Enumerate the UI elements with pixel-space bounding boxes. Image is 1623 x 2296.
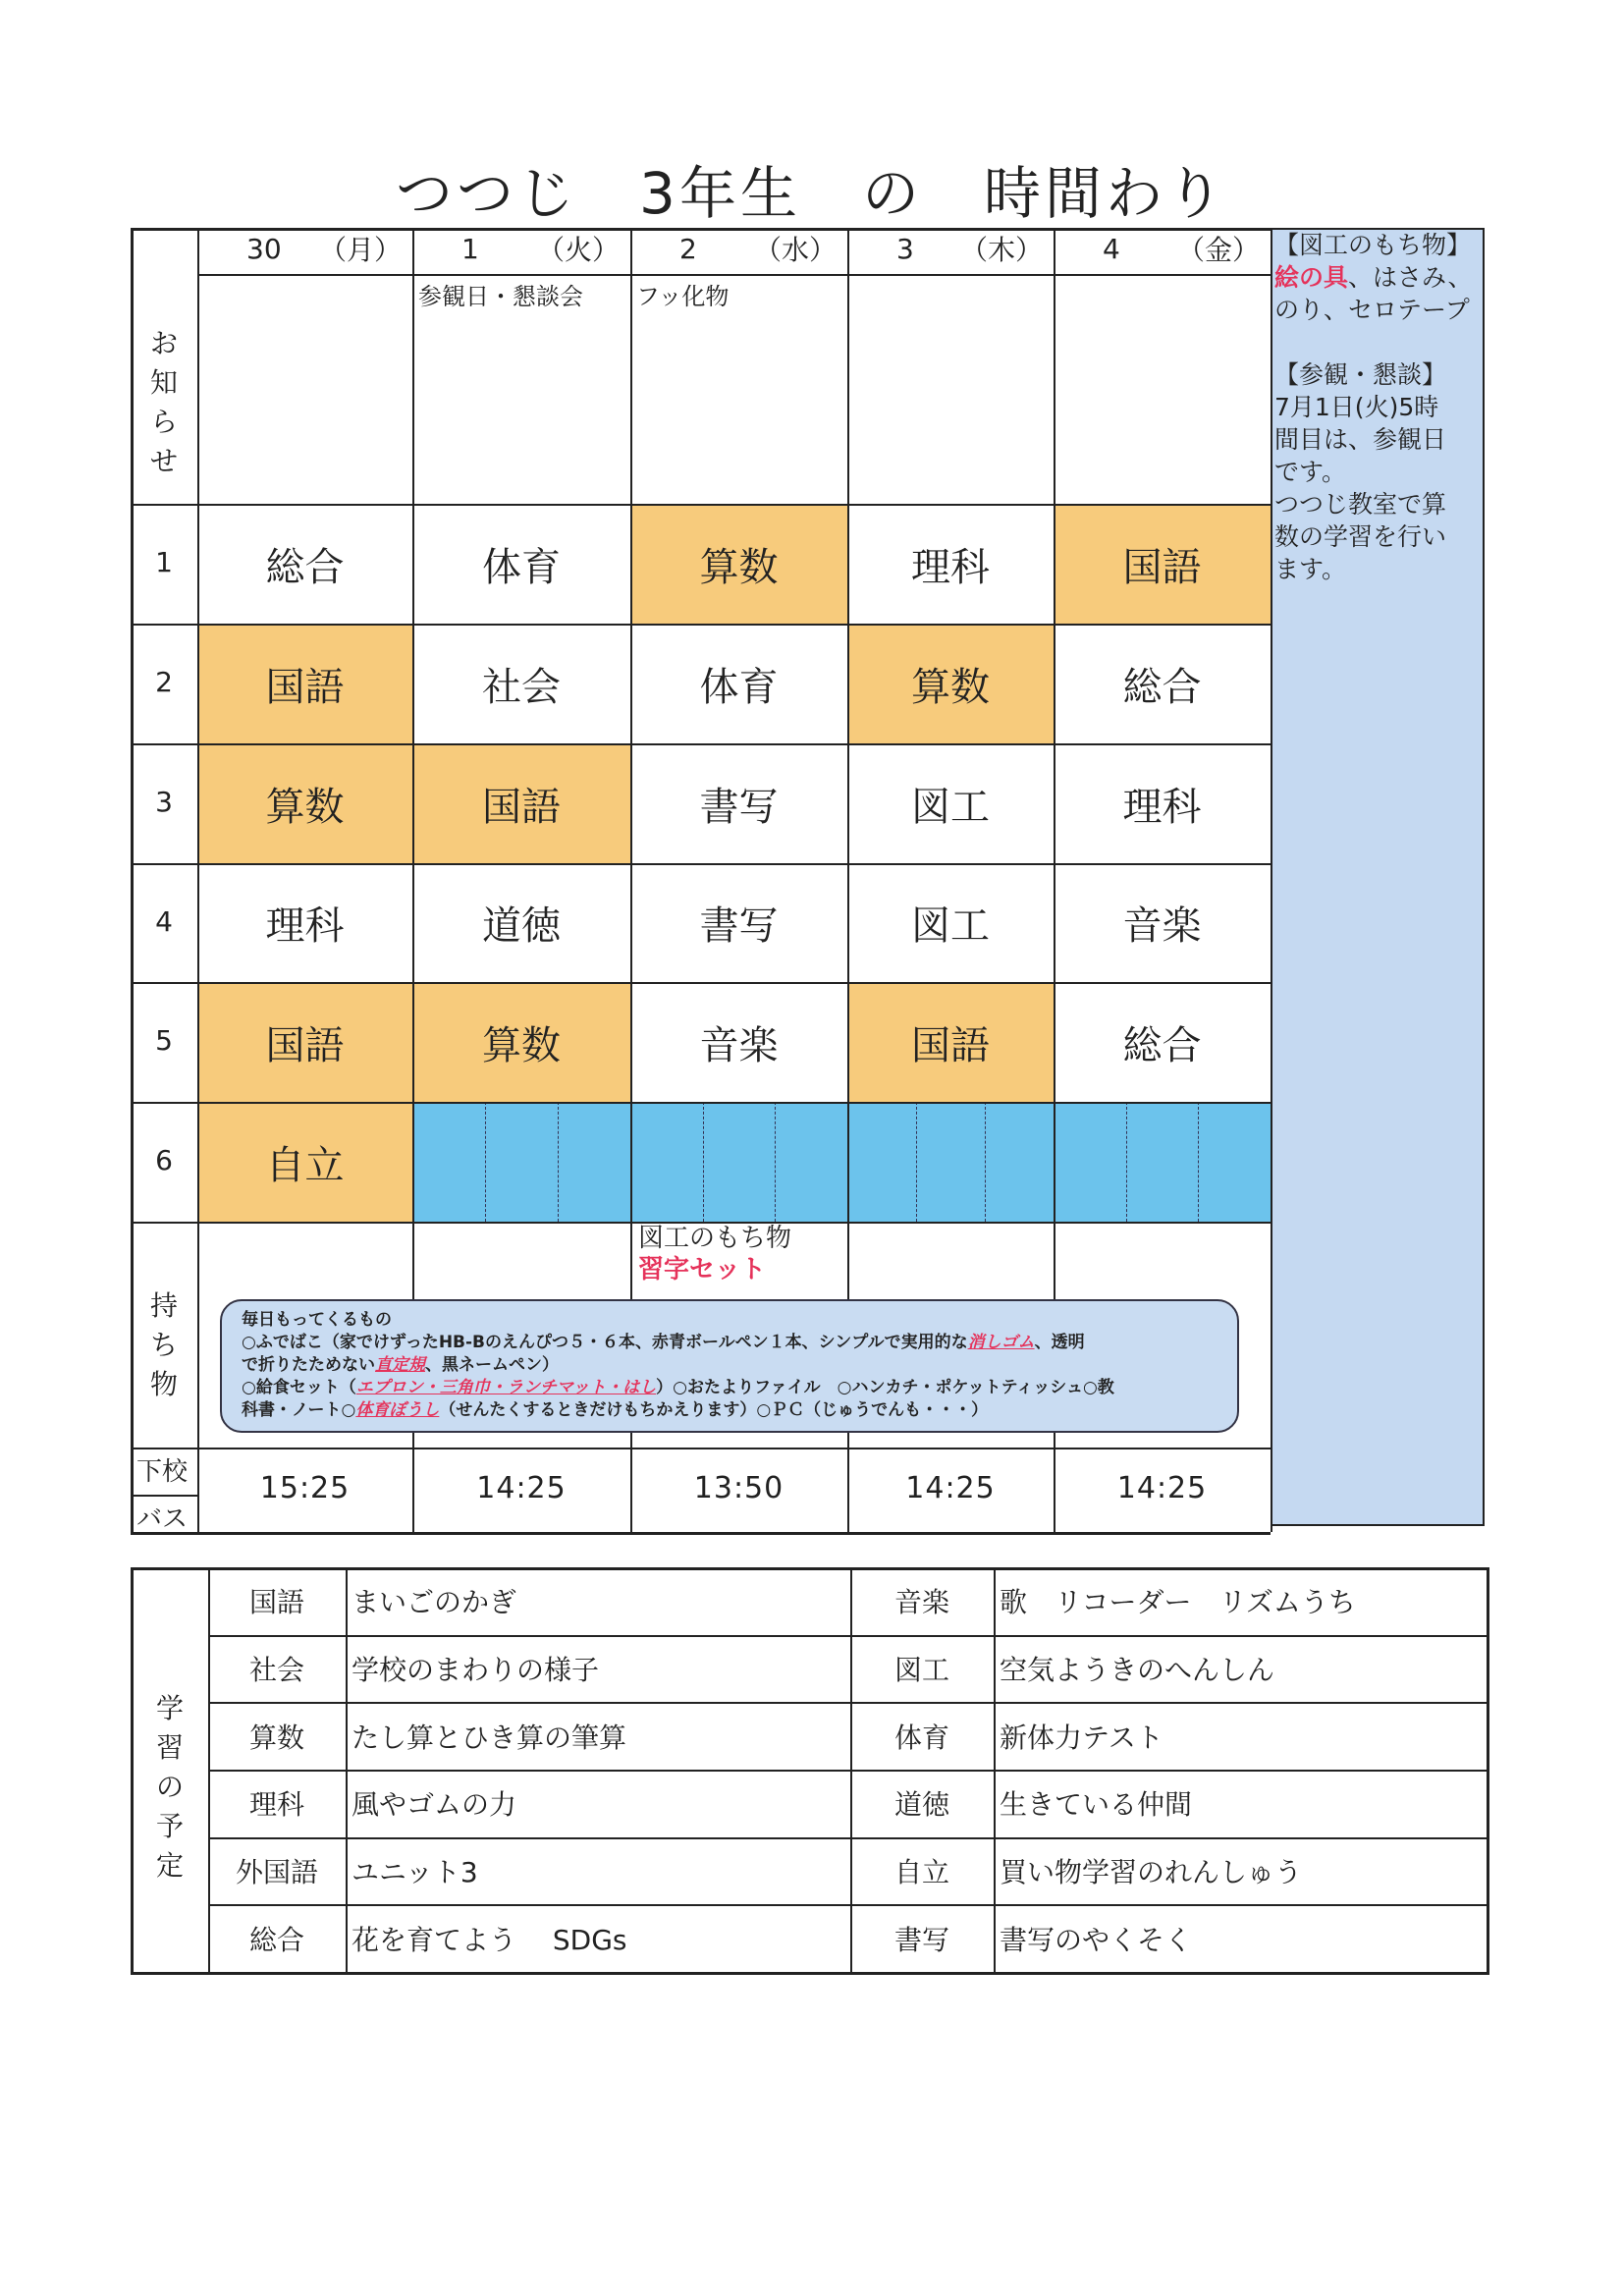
period-subject: 算数: [265, 784, 345, 830]
blue-band-divider: [916, 1102, 917, 1222]
table-top-border: [131, 228, 1271, 231]
side-sankan-line: ます。: [1274, 555, 1347, 583]
period-subject: 国語: [1122, 544, 1202, 590]
plan-content: まいごのかぎ: [352, 1586, 517, 1619]
plan-content: 風やゴムの力: [352, 1788, 517, 1822]
side-heading-sankan: 【参観・懇談】: [1274, 360, 1447, 389]
page-title: つつじ 3年生 の 時間わり: [396, 160, 1227, 227]
table-left-border: [131, 228, 134, 1532]
period-subject: 図工: [911, 784, 990, 830]
daily-items-line: ○給食セット（エプロン・三角巾・ランチマット・はし）○おたよりファイル ○ハンカチ・ポケットティッシュ○教: [242, 1378, 1114, 1397]
side-sankan-line: 数の学習を行い: [1274, 522, 1447, 551]
daily-items-line: 科書・ノート○体育ぼうし（せんたくするときだけもちかえります）○ＰＣ（じゅうでんも・・・）: [242, 1400, 989, 1420]
day-number: 3: [896, 232, 914, 265]
plan-subject: 体育: [893, 1721, 949, 1754]
plan-subject: 音楽: [893, 1586, 949, 1619]
blue-band-divider: [985, 1102, 986, 1222]
blue-band-divider: [485, 1102, 486, 1222]
plan-content: 花を育てよう SDGs: [352, 1923, 627, 1956]
period-subject: 国語: [265, 664, 345, 710]
notice-label: お 知 ら せ: [149, 327, 178, 477]
blue-band-divider: [1198, 1102, 1199, 1222]
plan-subject: 社会: [248, 1653, 304, 1686]
period-number: 6: [155, 1144, 173, 1176]
side-sankan-line: です。: [1274, 458, 1347, 486]
table-bottom-border: [131, 1532, 1271, 1535]
side-hasami: 、はさみ、: [1348, 263, 1473, 292]
daily-items-box: [220, 1299, 1239, 1433]
day-number: 2: [679, 232, 697, 265]
plan-content: 空気ようきのへんしん: [1000, 1653, 1275, 1686]
period-subject: 音楽: [1122, 903, 1202, 949]
day-number: 4: [1103, 232, 1120, 265]
blue-band-divider: [1126, 1102, 1127, 1222]
plan-bottom-border: [131, 1972, 1487, 1975]
blue-band-divider: [558, 1102, 559, 1222]
plan-content: 買い物学習のれんしゅう: [1000, 1855, 1303, 1888]
plan-subject: 国語: [248, 1586, 304, 1619]
mochimono-label: 持 ち 物: [149, 1289, 178, 1400]
period-subject: 自立: [265, 1142, 345, 1188]
period-subject: 算数: [911, 664, 990, 710]
dismissal-time: 14:25: [905, 1471, 996, 1505]
day-weekday: （月）: [319, 234, 403, 266]
period-subject: 道徳: [482, 903, 561, 949]
plan-subject: 自立: [893, 1855, 949, 1888]
side-notes-text: [1274, 229, 1483, 585]
period-cell-fill: [1054, 1102, 1271, 1222]
plan-content: たし算とひき算の筆算: [352, 1721, 627, 1754]
period-number: 4: [155, 904, 173, 938]
side-heading-zukou: 【図工のもち物】: [1274, 231, 1472, 259]
plan-right-border: [1487, 1567, 1489, 1975]
dismissal-time: 15:25: [259, 1471, 351, 1505]
row-border: [131, 1495, 197, 1497]
plan-content: 書写のやくそく: [1000, 1923, 1193, 1956]
side-zukou-items: [1274, 261, 1483, 294]
period-subject: 体育: [482, 544, 561, 590]
mochimono-divider: [197, 1222, 199, 1304]
plan-content: ユニット3: [352, 1855, 478, 1888]
period-number: 2: [155, 666, 173, 698]
period-number: 3: [155, 786, 173, 818]
period-subject: 書写: [699, 784, 779, 830]
day-notice: フッ化物: [636, 283, 730, 310]
study-plan-label: 学 習 の 予 定: [155, 1692, 184, 1882]
plan-subject: 理科: [248, 1788, 304, 1822]
plan-subject: 総合: [248, 1923, 304, 1956]
day-weekday: （水）: [754, 234, 838, 266]
dismissal-time: 14:25: [476, 1471, 567, 1505]
daily-items-line: で折りたためない直定規、黒ネームペン）: [242, 1355, 559, 1375]
period-subject: 国語: [482, 784, 561, 830]
dismissal-time: 13:50: [693, 1471, 784, 1505]
side-sankan-line: 7月1日(火)5時: [1274, 393, 1439, 421]
plan-subject: 図工: [893, 1653, 949, 1686]
plan-subject: 算数: [248, 1721, 304, 1754]
day-weekday: （木）: [960, 234, 1044, 266]
plan-subject: 道徳: [893, 1788, 949, 1822]
gekou-label: 下校: [136, 1457, 189, 1487]
period-cell-fill: [630, 1102, 847, 1222]
plan-content: 学校のまわりの様子: [352, 1653, 600, 1686]
plan-content: 歌 リコーダー リズムうち: [1000, 1586, 1356, 1619]
period-subject: 理科: [911, 544, 990, 590]
period-cell-fill: [847, 1102, 1054, 1222]
blue-band-divider: [775, 1102, 776, 1222]
day-number: 30: [246, 232, 282, 265]
period-subject: 総合: [1122, 664, 1202, 710]
daily-items-line: ○ふでばこ（家でけずったHB-Bのえんぴつ５・６本、赤青ボールペン１本、シンプルで実用的な消しゴム、透明: [242, 1333, 1085, 1352]
day-weekday: （火）: [537, 234, 621, 266]
daily-items-heading: 毎日もってくるもの: [242, 1310, 392, 1330]
period-subject: 図工: [911, 903, 990, 949]
side-sankan-line: つつじ教室で算: [1274, 490, 1447, 519]
day-weekday: （金）: [1177, 234, 1261, 266]
plan-content: 生きている仲間: [1000, 1788, 1193, 1822]
side-nori: のり、セロテープ: [1274, 296, 1470, 324]
plan-subject: 外国語: [235, 1855, 318, 1888]
dismissal-time: 14:25: [1116, 1471, 1208, 1505]
period-subject: 社会: [482, 664, 561, 710]
side-enogu: 絵の具: [1274, 263, 1349, 292]
day-number: 1: [461, 232, 479, 265]
period-subject: 理科: [265, 903, 345, 949]
header-row-border: [197, 274, 1271, 276]
period-subject: 総合: [1122, 1022, 1202, 1068]
row-border: [131, 1448, 1271, 1449]
plan-subject: 書写: [893, 1923, 949, 1956]
day-notice: 参観日・懇談会: [418, 283, 583, 310]
period-subject: 国語: [265, 1022, 345, 1068]
period-subject: 体育: [699, 664, 779, 710]
wed-mochimono: 図工のもち物 習字セット: [638, 1224, 792, 1285]
period-number: 5: [155, 1024, 173, 1057]
side-sankan-line: 間目は、参観日: [1274, 425, 1447, 454]
period-cell-fill: [412, 1102, 630, 1222]
period-subject: 書写: [699, 903, 779, 949]
period-subject: 算数: [482, 1022, 561, 1068]
plan-content: 新体力テスト: [1000, 1721, 1163, 1754]
period-subject: 音楽: [699, 1022, 779, 1068]
period-subject: 国語: [911, 1022, 990, 1068]
period-subject: 算数: [699, 544, 779, 590]
period-subject: 理科: [1122, 784, 1202, 830]
bus-label: バス: [136, 1504, 189, 1534]
period-number: 1: [155, 546, 173, 578]
plan-left-border: [131, 1567, 134, 1972]
blue-band-divider: [703, 1102, 704, 1222]
period-subject: 総合: [265, 544, 345, 590]
